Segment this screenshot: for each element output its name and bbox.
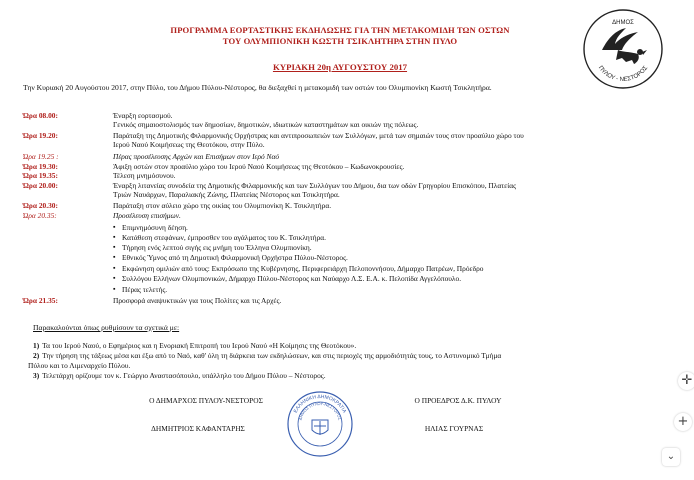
logo-top-text: ΔΗΜΟΣ: [612, 20, 634, 26]
schedule-text: Παράταξη της Δημοτικής Φιλαρμονικής Ορχήστρας και αντιπροσωπειών των Συλλόγων, μετά των σημαιών τους στον προαύλιο χώρο του: [113, 131, 524, 140]
note-item: [28, 361, 658, 370]
note-text: Πύλου και το Λιμεναρχείο Πύλου.: [28, 361, 131, 370]
note-number: 1): [33, 341, 40, 350]
notice-title: Παρακαλούνται όπως ρυθμίσουν τα σχετικά με:: [33, 323, 180, 332]
mayor-name: ΔΗΜΗΤΡΙΟΣ ΚΑΦΑΝΤΑΡΗΣ: [151, 424, 245, 433]
schedule-text: Προσέλευση επισήμων.: [113, 211, 181, 220]
schedule-text: Ιερού Ναού Κοιμήσεως της Θεοτόκου, στην Πύλο.: [113, 140, 265, 150]
schedule-time: Ώρα 08.00:: [23, 111, 58, 120]
note-item: [33, 351, 663, 360]
schedule-text: Γενικός σημαιοστολισμός των δημοσίων, δημοτικών, ιδιωτικών καταστημάτων και οικιών της πόλεως.: [113, 120, 419, 130]
schedule-text: Έναρξη λιτανείας συνοδεία της Δημοτικής Φιλαρμονικής και των Συλλόγων του Δήμου, δια των οδών Γρηγορίου Επισκόπου, Πλατείας: [113, 181, 517, 190]
schedule-text: Πέρας προσέλευσης Αρχών και Επισήμων στον Ιερό Ναό: [113, 152, 280, 161]
schedule-time: Ώρα 19.35:: [23, 171, 58, 180]
schedule-time: Ώρα 19.25 :: [23, 152, 59, 161]
schedule-text: Τέλεση μνημόσυνου.: [113, 171, 176, 180]
schedule-text: Προσφορά αναψυκτικών για τους Πολίτες και τις Αρχές.: [113, 296, 282, 305]
president-role: Ο ΠΡΟΕΔΡΟΣ Δ.Κ. ΠΥΛΟΥ: [414, 396, 502, 405]
seal-inner-text: ΔΗΜΟΣ ΠΥΛΟΥ-ΝΕΣΤΟΡΟΣ: [297, 400, 343, 421]
plus-icon[interactable]: +: [674, 413, 692, 431]
chevron-down-icon[interactable]: ⌄: [662, 448, 680, 466]
note-number: 2): [33, 351, 40, 360]
mayor-role: Ο ΔΗΜΑΡΧΟΣ ΠΥΛΟΥ-ΝΕΣΤΟΡΟΣ: [149, 396, 263, 405]
title-line-2: ΤΟΥ ΟΛΥΜΠΙΟΝΙΚΗ ΚΩΣΤΗ ΤΣΙΚΛΗΤΗΡΑ ΣΤΗΝ ΠΥΛΟ: [222, 36, 458, 46]
president-name: ΗΛΙΑΣ ΓΟΥΡΝΑΣ: [424, 424, 484, 433]
date-heading: ΚΥΡΙΑΚΗ 20η ΑΥΓΟΥΣΤΟΥ 2017: [272, 62, 408, 72]
bullet-item: ▪ Κατάθεση στεφάνων, έμπροσθεν του αγάλματος του Κ. Τσικλητήρα.: [122, 233, 642, 242]
schedule-text: Τριών Ναυάρχων, Παραλιακής Ζώνης, Πλατείας Νέστορος και Τσικλητήρα.: [113, 190, 340, 200]
bullet-item: ▪ Πέρας τελετής.: [122, 285, 642, 294]
schedule-time: Ώρα 20.35:: [23, 211, 57, 220]
schedule-time: Ώρα 21.35:: [23, 296, 58, 305]
schedule-text: Άφιξη οστών στον προαύλιο χώρο του Ιερού Ναού Κοιμήσεως της Θεοτόκου – Κωδωνοκρουσίες.: [113, 162, 405, 171]
note-text: Τελετάρχη ορίζουμε τον κ. Γεώργιο Αναστασόπουλο, υπάλληλο του Δήμου Πύλου – Νέστορος.: [42, 371, 326, 380]
move-icon[interactable]: ✛: [678, 372, 694, 390]
bullet-item: ▪ Τήρηση ενός λεπτού σιγής εις μνήμη του Έλληνα Ολυμπιονίκη.: [122, 243, 642, 252]
intro-paragraph: Την Κυριακή 20 Αυγούστου 2017, στην Πύλο, του Δήμου Πύλου-Νέστορος, θα διεξαχθεί η μετακομιδή των οστών του Ολυμπιονίκη Κωστή Τσικλητήρα.: [23, 83, 492, 92]
note-item: [33, 371, 663, 380]
note-number: 3): [33, 371, 40, 380]
logo-bottom-text: ΠΥΛΟΥ - ΝΕΣΤΟΡΟΣ: [596, 65, 650, 84]
schedule-time: Ώρα 19.20:: [23, 131, 58, 140]
municipality-logo: [582, 8, 664, 90]
schedule-text: Έναρξη εορτασμού.: [113, 111, 173, 120]
bullet-item: ▪ Εκφώνηση ομιλιών από τους: Εκπρόσωπο της Κυβέρνησης, Περιφερειάρχη Πελοποννήσου, Δήμαρχο Πατρέων, Πρόεδρο: [122, 264, 642, 273]
schedule-time: Ώρα 20.00:: [23, 181, 58, 190]
note-text: Την τήρηση της τάξεως μέσα και έξω από το Ναό, καθ' όλη τη διάρκεια των εκδηλώσεων, και στις περιοχές της αρμοδιότητάς τους, το Αστυνομικό Τμήμα: [42, 351, 502, 360]
bullet-item: ▪ Επιμνημόσυνη δέηση.: [122, 223, 642, 232]
bullet-item: ▪ Συλλόγου Ελλήνων Ολυμπιονικών, Δήμαρχο Πύλου-Νέστορος και Ναύαρχο Λ.Σ. Ε.Α. κ. Πελοπίδα Αγγελόπουλο.: [122, 274, 642, 283]
note-item: [33, 341, 663, 350]
official-seal: [286, 390, 354, 458]
seal-outer-text: ΕΛΛΗΝΙΚΗ ΔΗΜΟΚΡΑΤΙΑ: [292, 393, 348, 415]
bullet-item: ▪ Εθνικός Ύμνος από τη Δημοτική Φιλαρμονική Ορχήστρα Πύλου-Νέστορος.: [122, 253, 642, 262]
note-text: Τα του Ιερού Ναού, ο Εφημέριος και η Ενοριακή Επιτροπή του Ιερού Ναού «Η Κοίμησις της Θεοτόκου».: [42, 341, 357, 350]
title-line-1: ΠΡΟΓΡΑΜΜΑ ΕΟΡΤΑΣΤΙΚΗΣ ΕΚΔΗΛΩΣΗΣ ΓΙΑ ΤΗΝ ΜΕΤΑΚΟΜΙΔΗ ΤΩΝ ΟΣΤΩΝ: [170, 25, 510, 35]
schedule-text: Παράταξη στον αύλειο χώρο της οικίας του Ολυμπιονίκη Κ. Τσικλητήρα.: [113, 201, 332, 210]
schedule-time: Ώρα 19.30:: [23, 162, 58, 171]
schedule-time: Ώρα 20.30:: [23, 201, 58, 210]
